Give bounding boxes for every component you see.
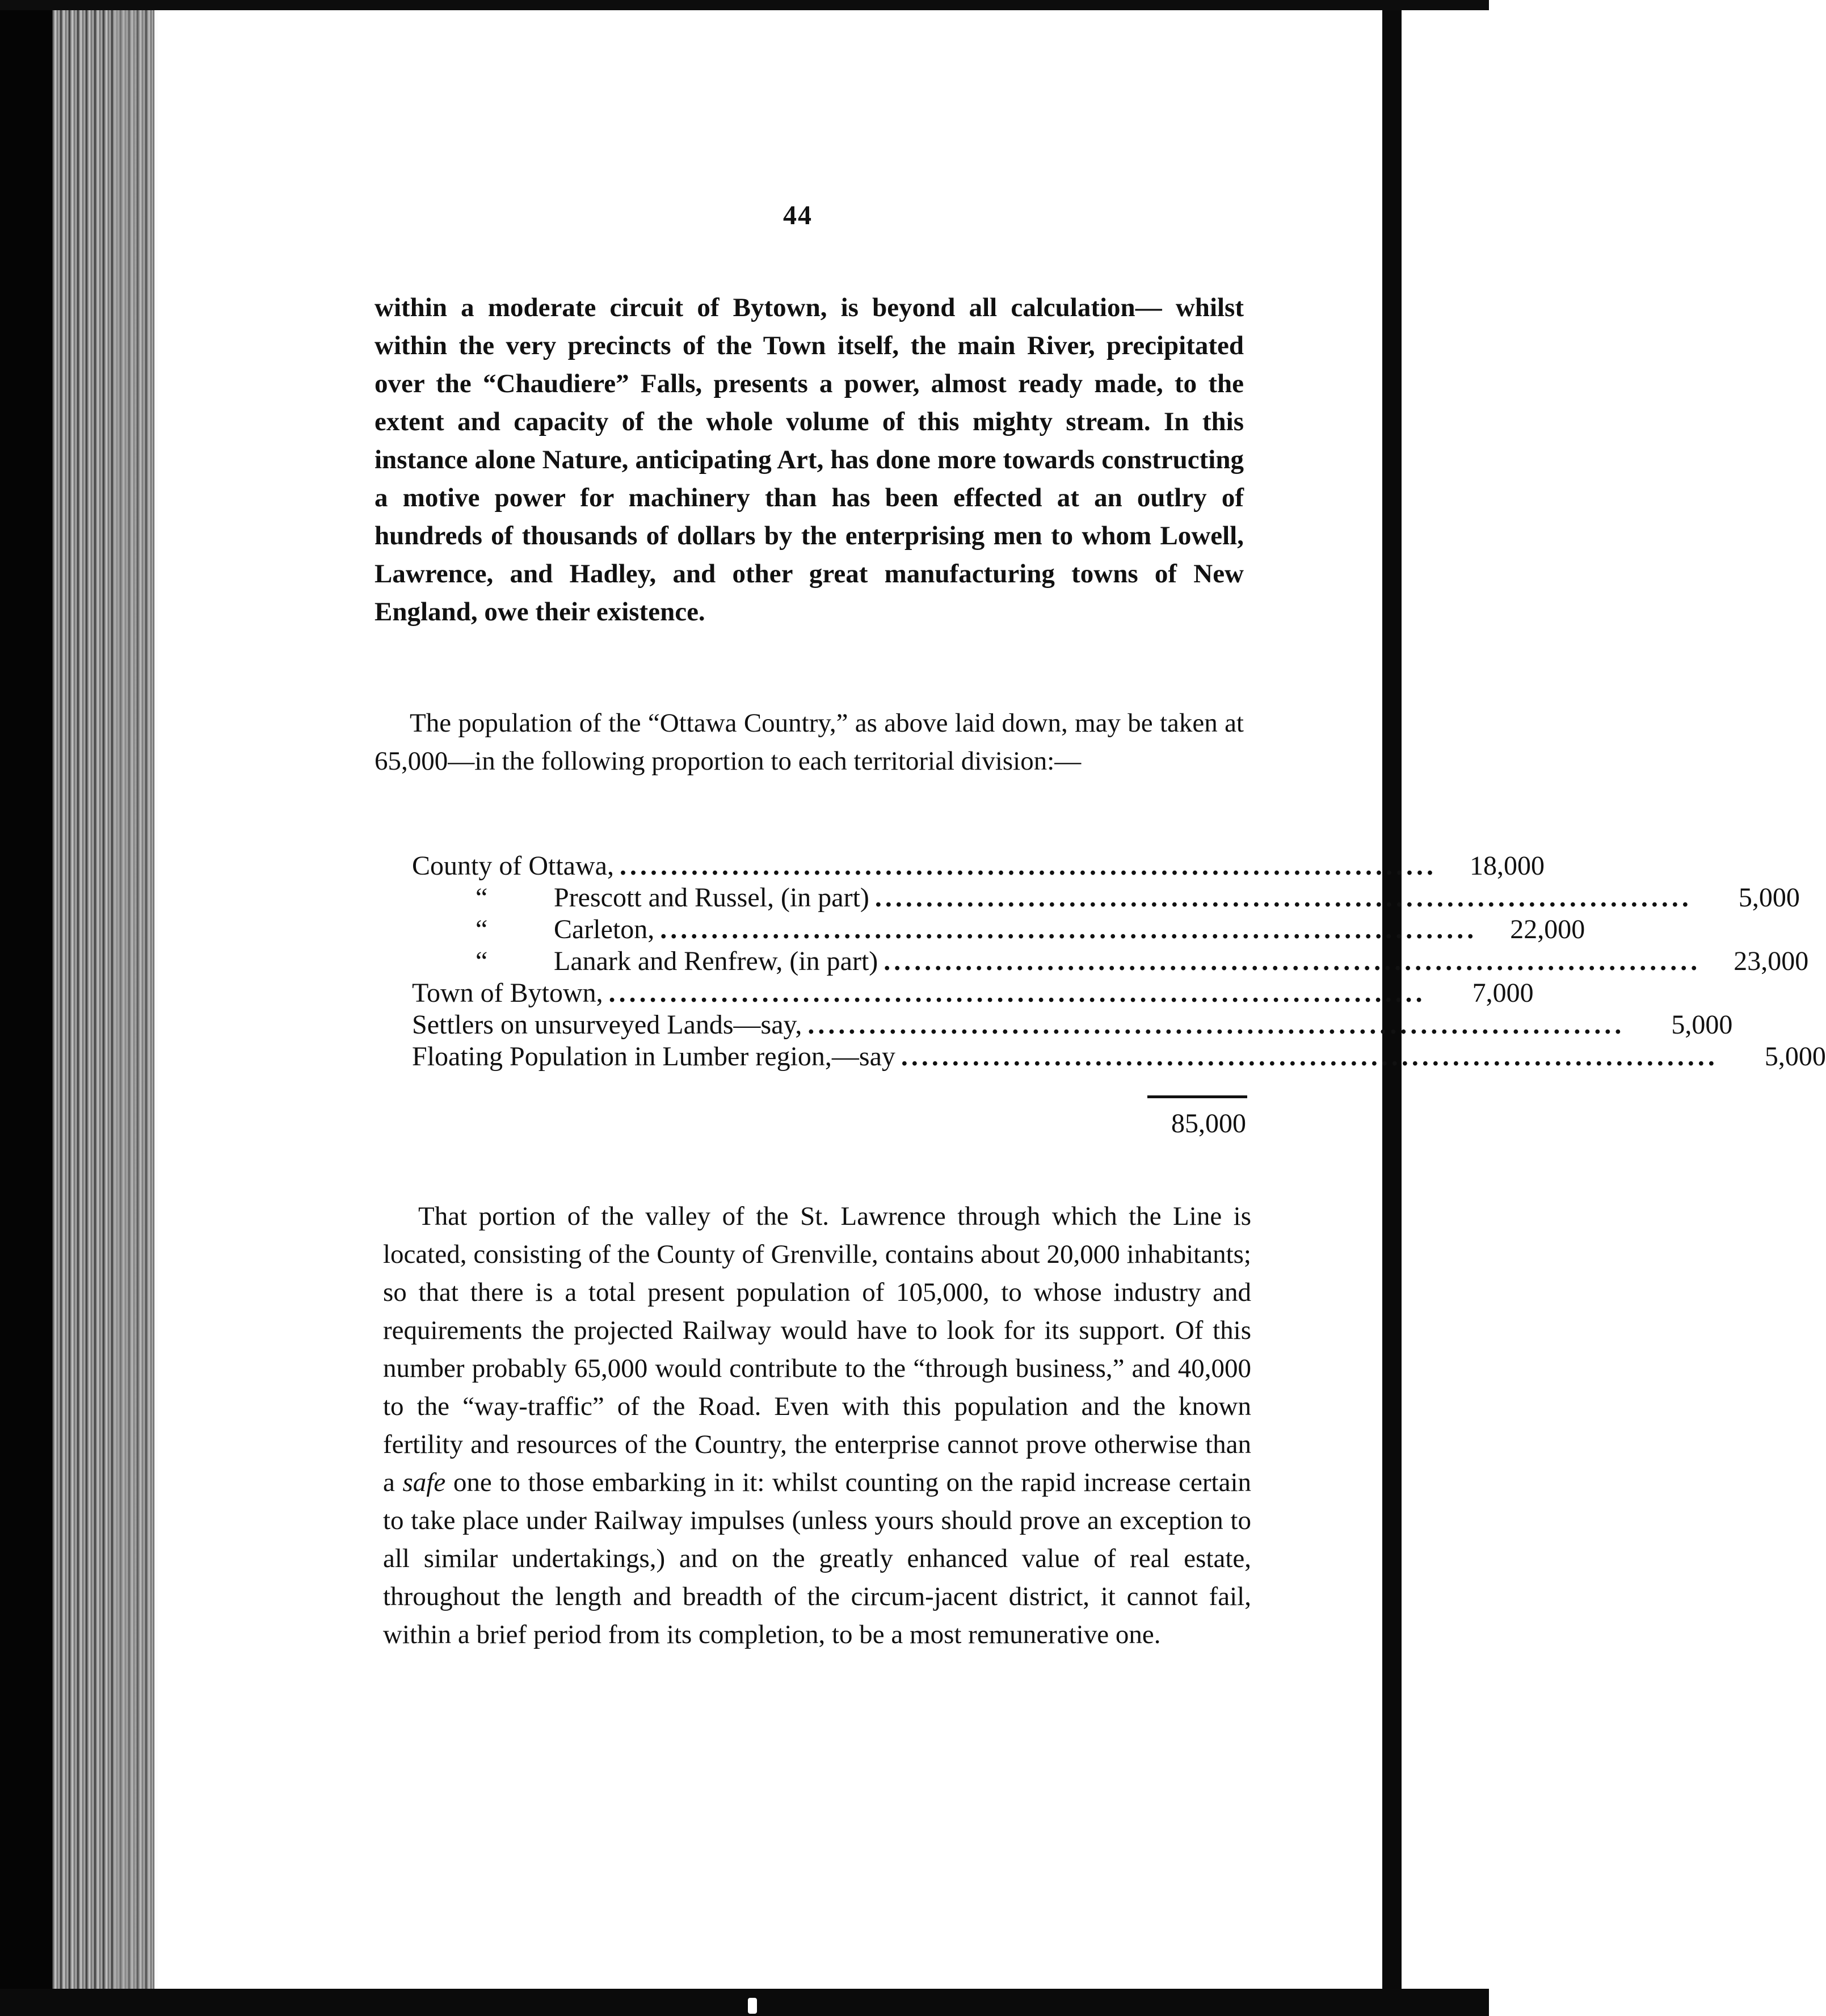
population-row [412, 914, 1585, 946]
population-row-label: County of Ottawa, [412, 851, 614, 881]
population-row-value: 22,000 [1510, 914, 1585, 944]
population-row-value: 18,000 [1469, 851, 1545, 881]
paragraph-st-lawrence-valley [383, 1198, 1251, 1654]
total-rule [1147, 1095, 1247, 1098]
dot-leader: ................................................................................ [874, 883, 1692, 913]
scan-top-border [0, 0, 1489, 10]
dot-leader: ................................................................................ [619, 851, 1437, 881]
page-edge-shadow [113, 10, 159, 1989]
paragraph-chaudiere-falls: within a moderate circuit of Bytown, is beyond all calculation— whilst within the very precincts of the Town itself, the main River, precipitated over the “Chaudiere” Falls, presents a power, almost ready made, to the extent and capacity of the whole volume of this mighty stream. In this instance alone Nature, anticipating Art, has done more towards constructing a motive power for machinery than has been effected at an outlry of hundreds of thousands of dollars by the enterprising men to whom Lowell, Lawrence, and Hadley, and other great manufacturing towns of New England, owe their existence. [375, 293, 1244, 627]
paragraph-st-lawrence-end: one to those embarking in it: whilst counting on the rapid increase certain to take place under Railway impulses (unless yours should prove an exception to all similar undertakings,) and on the greatly enhanced value of real estate, throughout the length and breadth of the circum-jacent district, it cannot fail, within a brief period from its completion, to be a most remunerative one. [383, 1468, 1251, 1649]
population-row [412, 850, 1545, 882]
population-row-value: 23,000 [1734, 946, 1809, 976]
population-row-value: 7,000 [1472, 978, 1534, 1008]
ditto-mark: “ [476, 946, 488, 976]
population-table [412, 850, 1826, 1073]
italic-safe: safe [402, 1468, 446, 1497]
population-row-value: 5,000 [1764, 1041, 1826, 1072]
page-number: 44 [783, 200, 813, 230]
paragraph-st-lawrence-text: That portion of the valley of the St. Lawrence through which the Line is located, consisting of the County of Grenville, contains about 20,000 inhabitants; so that there is a total present population of 105,000, to whose industry and requirements the projected Railway would have to look for its support. Of this number probably 65,000 would contribute to the “through business,” and 40,000 to the “way-traffic” of the Road. Even with this population and the known fertility and resources of the Country, the enterprise cannot prove otherwise than a [383, 1202, 1251, 1497]
paragraph-population-intro-text: The population of the “Ottawa Country,” as above laid down, may be taken at 65,000—in the following proportion to each territorial division:— [375, 708, 1244, 776]
dot-leader: ................................................................................ [883, 946, 1701, 976]
population-row [412, 1009, 1733, 1041]
scan-bottom-border [0, 1989, 1489, 2016]
population-row-label: Prescott and Russel, (in part) [554, 883, 869, 913]
dot-leader: ................................................................................ [608, 978, 1426, 1008]
population-row [412, 977, 1534, 1009]
population-row-label: Carleton, [554, 914, 655, 944]
ditto-mark: “ [476, 914, 488, 944]
population-row-label: Settlers on unsurveyed Lands—say, [412, 1010, 802, 1040]
population-row-value: 5,000 [1738, 883, 1800, 913]
scan-clip-mark [748, 1998, 757, 2014]
population-row-label: Town of Bytown, [412, 978, 603, 1008]
dot-leader: ................................................................................ [660, 914, 1478, 944]
paragraph-population-intro [375, 704, 1244, 780]
population-row-label: Lanark and Renfrew, (in part) [554, 946, 878, 976]
population-row [412, 946, 1809, 977]
dot-leader: ................................................................................ [901, 1041, 1718, 1072]
ditto-mark: “ [476, 883, 488, 913]
population-total: 85,000 [1171, 1108, 1246, 1139]
population-row [412, 882, 1800, 914]
population-row-value: 5,000 [1671, 1010, 1733, 1040]
population-row [412, 1041, 1826, 1073]
population-row-label: Floating Population in Lumber region,—say [412, 1041, 895, 1072]
dot-leader: ................................................................................ [807, 1010, 1625, 1040]
book-binding-edge [0, 10, 52, 1989]
